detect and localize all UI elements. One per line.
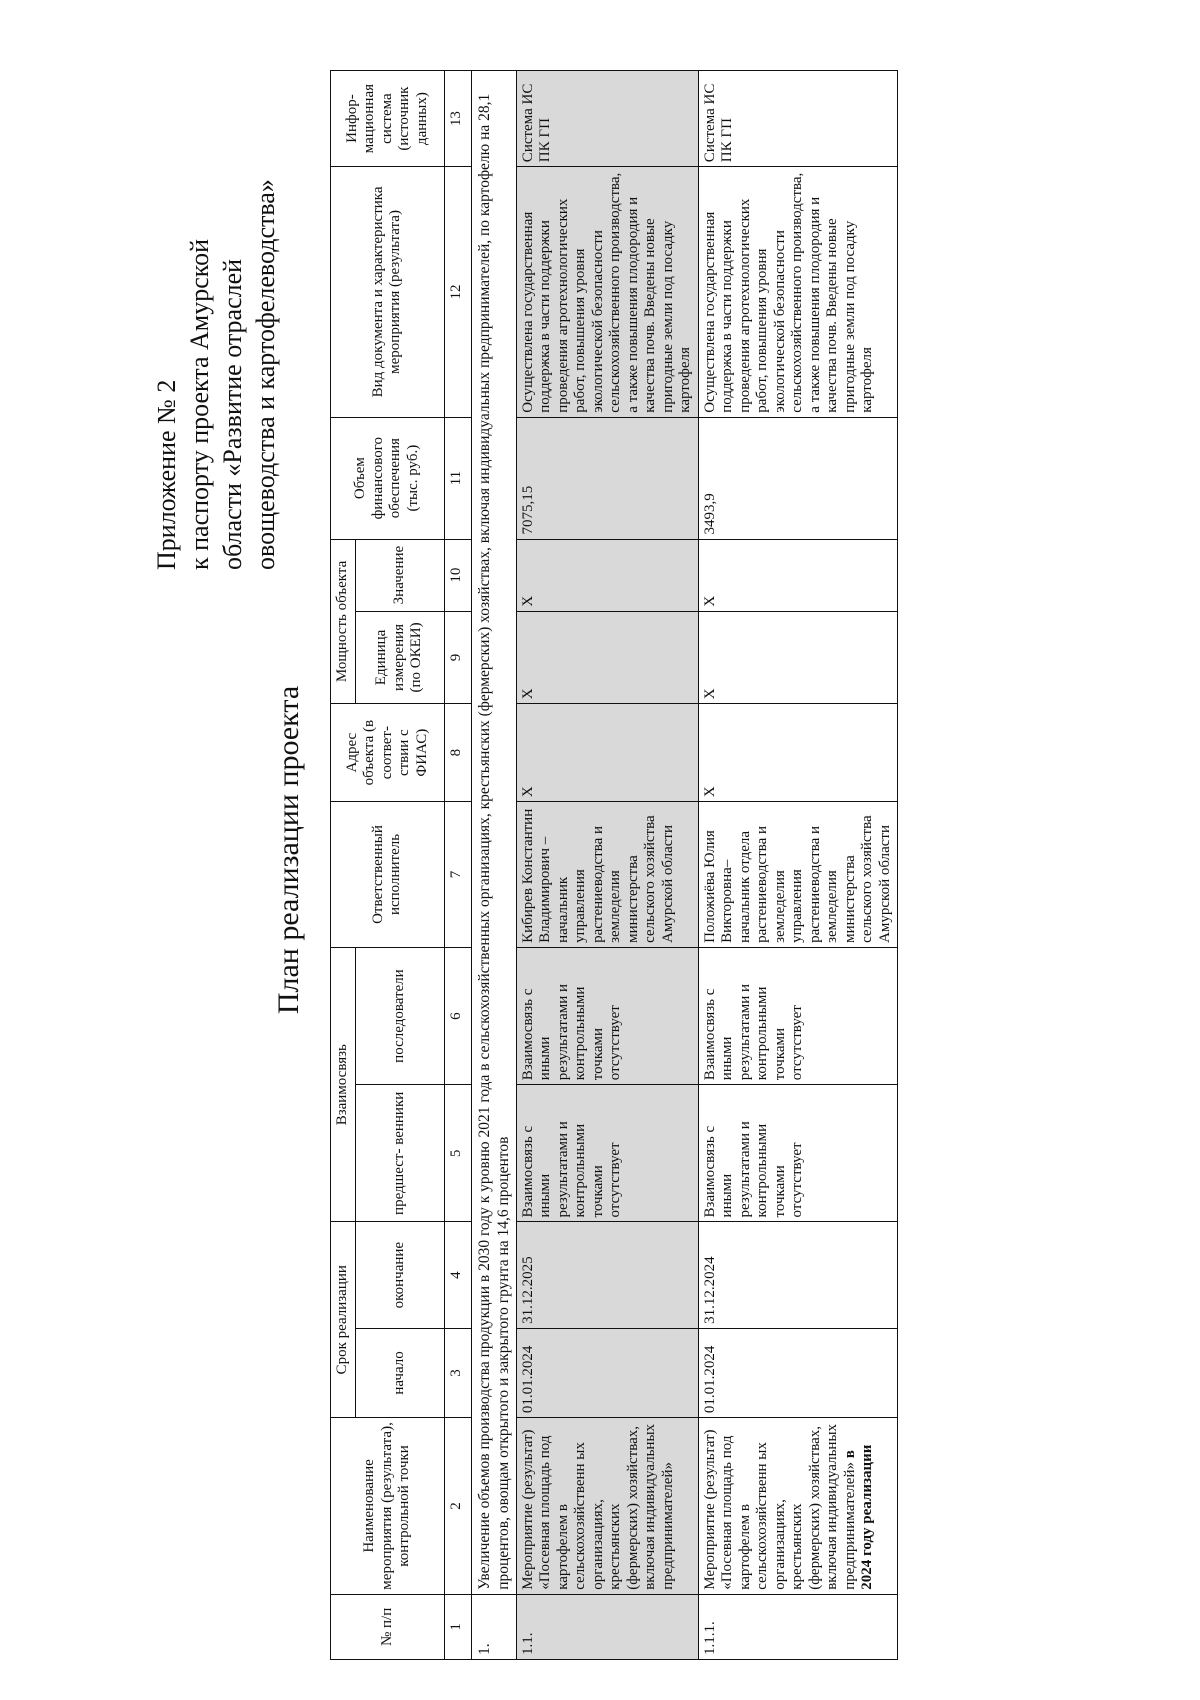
row-number: 1.1. bbox=[516, 1594, 698, 1659]
column-number: 12 bbox=[444, 167, 471, 418]
column-number: 4 bbox=[444, 1222, 471, 1328]
column-number: 9 bbox=[444, 611, 471, 704]
column-number: 8 bbox=[444, 704, 471, 802]
col-header-info: Инфор- мационная система (источник данных) bbox=[331, 71, 445, 167]
col-header-term: Срок реализации bbox=[331, 1222, 356, 1418]
row-predecessors: Взаимосвязь с иными результатами и контрольными точками отсутствует bbox=[698, 1085, 898, 1222]
column-numbers-row bbox=[444, 71, 471, 1660]
row-executor: Кибирев Константин Владимирович – начальник управления растениеводства и земледелия министерства сельского хозяйства Амурской области bbox=[516, 802, 698, 948]
table-row bbox=[698, 71, 898, 1660]
goal-number: 1. bbox=[471, 1594, 516, 1659]
col-header-funding: Объем финансового обеспечения (тыс. руб.) bbox=[331, 417, 445, 539]
col-header-term-start: начало bbox=[355, 1328, 444, 1417]
header-row-1 bbox=[331, 71, 356, 1660]
annex-line-4: овощеводства и картофелеводства» bbox=[251, 179, 280, 570]
row-name bbox=[698, 1418, 898, 1595]
row-doc: Осуществлена государственная поддержка в части поддержки проведения агротехнологических работ, повышения уровня экологической безопасности сельскохозяйственного производства, а также повышения плодородия и качества почв. Введены новые пригодные земли под посадку картофеля bbox=[516, 167, 698, 418]
col-header-name: Наименование мероприятия (результата), контрольной точки bbox=[331, 1418, 445, 1595]
row-start-date: 01.01.2024 bbox=[516, 1328, 698, 1417]
row-start-date: 01.01.2024 bbox=[698, 1328, 898, 1417]
annex-line-2: к паспорту проекта Амурской bbox=[185, 239, 214, 570]
column-number: 10 bbox=[444, 539, 471, 611]
row-value: X bbox=[698, 539, 898, 611]
annex-block bbox=[150, 50, 282, 570]
col-header-executor: Ответственный исполнитель bbox=[331, 802, 445, 948]
row-info-system: Система ИС ПК ГП bbox=[698, 71, 898, 167]
column-number: 1 bbox=[444, 1594, 471, 1659]
plan-table bbox=[330, 70, 898, 1660]
column-number: 5 bbox=[444, 1085, 471, 1222]
col-header-predecessors: предшест- венники bbox=[355, 1085, 444, 1222]
col-header-value: Значение bbox=[355, 539, 444, 611]
column-number: 2 bbox=[444, 1418, 471, 1595]
row-end-date: 31.12.2025 bbox=[516, 1222, 698, 1328]
col-header-successors: последователи bbox=[355, 947, 444, 1084]
page-title: План реализации проекта bbox=[272, 685, 305, 1015]
row-funding: 7075,15 bbox=[516, 417, 698, 539]
row-address: X bbox=[516, 704, 698, 802]
row-info-system: Система ИС ПК ГП bbox=[516, 71, 698, 167]
row-name: Мероприятие (результат) «Посевная площадь под картофелем в сельскохозяйственн ых организациях, крестьянских (фермерских) хозяйствах, включая индивидуальных предпринимателей» bbox=[516, 1418, 698, 1595]
row-executor: Положиёва Юлия Викторовна– начальник отдела растениеводства и земледелия управления растениеводства и земледелия министерства сельского хозяйства Амурской области bbox=[698, 802, 898, 948]
col-header-capacity: Мощность объекта bbox=[331, 539, 356, 704]
col-header-address: Адрес объекта (в соответ- ствии с ФИАС) bbox=[331, 704, 445, 802]
column-number: 13 bbox=[444, 71, 471, 167]
column-number: 6 bbox=[444, 947, 471, 1084]
col-header-unit: Единица измерения (по ОКЕИ) bbox=[355, 611, 444, 704]
row-doc: Осуществлена государственная поддержка в части поддержки проведения агротехнологических работ, повышения уровня экологической безопасности сельскохозяйственного производства, а также повышения плодородия и качества почв. Введены новые пригодные земли под посадку картофеля bbox=[698, 167, 898, 418]
row-number: 1.1.1. bbox=[698, 1594, 898, 1659]
row-unit: X bbox=[698, 611, 898, 704]
goal-text: Увеличение объемов производства продукции в 2030 году к уровню 2021 года в сельскохозяйственных организациях, крестьянских (фермерских) хозяйствах, включая индивидуальных предпринимателей, по картофелю на 28,1 процентов, овощам открытого и закрытого грунта на 14,6 процентов bbox=[471, 71, 516, 1595]
row-unit: X bbox=[516, 611, 698, 704]
col-header-doc: Вид документа и характеристика мероприятия (результата) bbox=[331, 167, 445, 418]
annex-line-3: области «Развитие отраслей bbox=[218, 258, 247, 570]
goal-row bbox=[471, 71, 516, 1660]
column-number: 3 bbox=[444, 1328, 471, 1417]
col-header-no: № п/п bbox=[331, 1594, 445, 1659]
col-header-term-end: окончание bbox=[355, 1222, 444, 1328]
row-address: X bbox=[698, 704, 898, 802]
annex-line-1: Приложение № 2 bbox=[152, 379, 181, 570]
row-funding: 3493,9 bbox=[698, 417, 898, 539]
row-end-date: 31.12.2024 bbox=[698, 1222, 898, 1328]
col-header-relation: Взаимосвязь bbox=[331, 947, 356, 1222]
row-successors: Взаимосвязь с иными результатами и контрольными точками отсутствует bbox=[698, 947, 898, 1084]
table-row bbox=[516, 71, 698, 1660]
row-successors: Взаимосвязь с иными результатами и контрольными точками отсутствует bbox=[516, 947, 698, 1084]
row-predecessors: Взаимосвязь с иными результатами и контрольными точками отсутствует bbox=[516, 1085, 698, 1222]
row-name-bold-text: в 2024 году реализации bbox=[841, 1444, 875, 1590]
row-value: X bbox=[516, 539, 698, 611]
column-number: 7 bbox=[444, 802, 471, 948]
row-name-text: Мероприятие (результат) «Посевная площадь под картофелем в сельскохозяйственн ых организациях, крестьянских (фермерских) хозяйствах, включая индивидуальных предпринимателей» bbox=[701, 1423, 858, 1590]
column-number: 11 bbox=[444, 417, 471, 539]
